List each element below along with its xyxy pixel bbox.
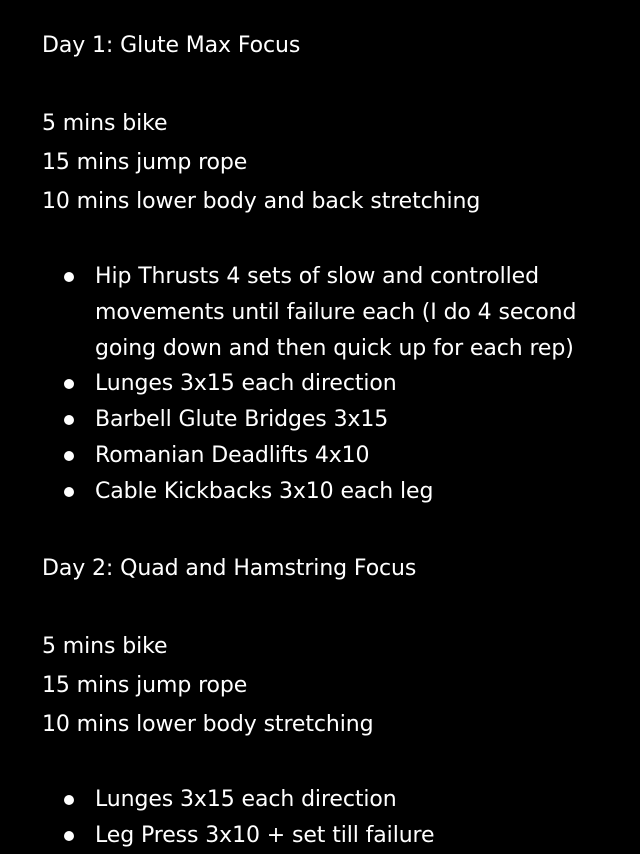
day2-warmup-rope: 15 mins jump rope bbox=[42, 673, 248, 698]
list-item-text: Leg Press 3x10 + set till failure bbox=[95, 823, 435, 848]
bullet-icon bbox=[64, 272, 74, 282]
list-item-text: Lunges 3x15 each direction bbox=[95, 371, 397, 396]
bullet-icon bbox=[64, 379, 74, 389]
list-item-text: Lunges 3x15 each direction bbox=[95, 787, 397, 812]
emoji-icon[interactable] bbox=[346, 0, 368, 4]
list-item-text: Hip Thrusts 4 sets of slow and controlled bbox=[95, 264, 539, 289]
bullet-icon bbox=[64, 487, 74, 497]
day2-warmup-stretch: 10 mins lower body stretching bbox=[42, 712, 374, 737]
list-item-text: Romanian Deadlifts 4x10 bbox=[95, 443, 370, 468]
bullet-icon bbox=[64, 831, 74, 841]
list-item-text: movements until failure each (I do 4 second bbox=[95, 300, 577, 325]
bullet-icon bbox=[64, 451, 74, 461]
list-item-text: Cable Kickbacks 3x10 each leg bbox=[95, 479, 434, 504]
note-icon[interactable] bbox=[498, 0, 520, 4]
bullet-icon bbox=[64, 795, 74, 805]
list-item-text: going down and then quick up for each rep) bbox=[95, 336, 574, 361]
day2-warmup-bike: 5 mins bike bbox=[42, 634, 168, 659]
day1-title: Day 1: Glute Max Focus bbox=[42, 33, 301, 58]
circle-icon[interactable] bbox=[414, 0, 436, 4]
list-item-text: Barbell Glute Bridges 3x15 bbox=[95, 407, 389, 432]
day1-warmup-bike: 5 mins bike bbox=[42, 111, 168, 136]
toolbar bbox=[0, 0, 640, 4]
day1-warmup-stretch: 10 mins lower body and back stretching bbox=[42, 189, 481, 214]
bullet-icon bbox=[64, 415, 74, 425]
day2-title: Day 2: Quad and Hamstring Focus bbox=[42, 556, 417, 581]
emoji-icon[interactable] bbox=[580, 0, 602, 4]
day1-warmup-rope: 15 mins jump rope bbox=[42, 150, 248, 175]
